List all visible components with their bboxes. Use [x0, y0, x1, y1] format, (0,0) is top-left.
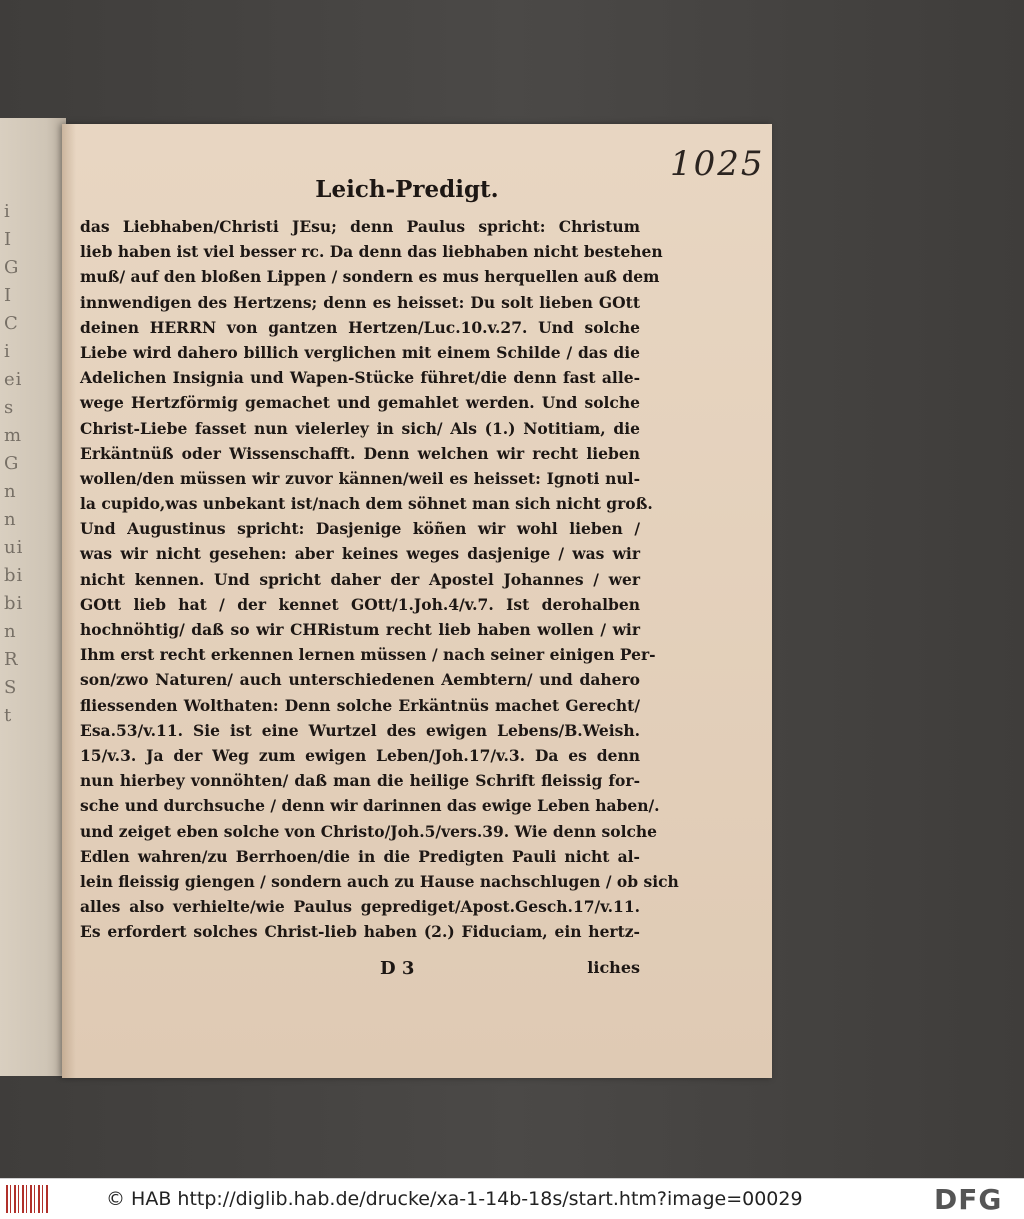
- text-line: Und Augustinus spricht: Dasjenige köñen wir wohl lieben /: [80, 519, 640, 539]
- catchword: liches: [587, 958, 640, 977]
- text-line: und zeiget eben solche von Christo/Joh.5/vers.39. Wie denn solche: [80, 821, 658, 841]
- text-line: la cupido,was unbekant ist/nach dem söhnet man sich nicht groß.: [80, 494, 653, 514]
- text-line: nun hierbey vonnöhten/ daß man die heilige Schrift fleissig for-: [80, 771, 640, 791]
- text-line: Erkäntnüß oder Wissenschafft. Denn welchen wir recht lieben: [80, 443, 640, 463]
- text-line: Christ-Liebe fasset nun vielerley in sich/ Als (1.) Notitiam, die: [80, 418, 640, 438]
- text-line: das Liebhaben/Christi JEsu; denn Paulus spricht: Christum: [80, 217, 640, 236]
- text-line: innwendigen des Hertzens; denn es heisset: Du solt lieben GOtt: [80, 292, 640, 312]
- text-line: 15/v.3. Ja der Weg zum ewigen Leben/Joh.17/v.3. Da es denn: [80, 745, 640, 765]
- dfg-logo: DFG: [934, 1183, 1003, 1216]
- previous-page-edge-text: i I G I C i ei s m G n n ui bi bi n R S t: [4, 201, 24, 726]
- text-line: fliessenden Wolthaten: Denn solche Erkäntnüs machet Gerecht/: [80, 695, 640, 715]
- text-line: wollen/den müssen wir zuvor kännen/weil es heisset: Ignoti nul-: [80, 468, 640, 488]
- copyright-link[interactable]: © HAB http://diglib.hab.de/drucke/xa-1-14b-18s/start.htm?image=00029: [106, 1188, 803, 1210]
- text-line: son/zwo Naturen/ auch unterschiedenen Aembtern/ und dahero: [80, 670, 640, 690]
- folio-number: 1025: [670, 144, 765, 184]
- text-line: Liebe wird dahero billich verglichen mit einem Schilde / das die: [80, 342, 640, 362]
- page-footer: [80, 958, 640, 986]
- text-line: Adelichen Insignia und Wapen-Stücke führet/die denn fast alle-: [80, 368, 640, 388]
- text-line: muß/ auf den bloßen Lippen / sondern es mus herquellen auß dem: [80, 267, 660, 287]
- text-line: alles also verhielte/wie Paulus geprediget/Apost.Gesch.17/v.11.: [80, 897, 640, 917]
- running-head: Leich-Predigt.: [315, 176, 499, 203]
- text-line: was wir nicht gesehen: aber keines weges dasjenige / was wir: [80, 544, 640, 564]
- previous-page-edge: [0, 118, 66, 1076]
- text-line: GOtt lieb hat / der kennet GOtt/1.Joh.4/v.7. Ist derohalben: [80, 594, 640, 614]
- text-line: wege Hertzförmig gemachet und gemahlet werden. Und solche: [80, 393, 640, 413]
- text-line: sche und durchsuche / denn wir darinnen das ewige Leben haben/.: [80, 796, 660, 816]
- text-line: hochnöhtig/ daß so wir CHRistum recht lieb haben wollen / wir: [80, 620, 640, 639]
- body-text: [80, 214, 679, 944]
- text-line: lieb haben ist viel besser rc. Da denn das liebhaben nicht bestehen: [80, 242, 663, 262]
- text-line: nicht kennen. Und spricht daher der Apostel Johannes / wer: [80, 569, 640, 589]
- text-line: deinen HERRN von gantzen Hertzen/Luc.10.v.27. Und solche: [80, 317, 640, 337]
- barcode-icon: [6, 1185, 48, 1213]
- text-line: Esa.53/v.11. Sie ist eine Wurtzel des ewigen Lebens/B.Weish.: [80, 720, 640, 740]
- text-line: Es erfordert solches Christ-lieb haben (2.) Fiduciam, ein hertz-: [80, 922, 640, 942]
- text-line: Ihm erst recht erkennen lernen müssen / nach seiner einigen Per-: [80, 645, 656, 665]
- scanned-page: [62, 124, 772, 1078]
- copyright-bar: [0, 1178, 1024, 1219]
- text-line: Edlen wahren/zu Berrhoen/die in die Predigten Pauli nicht al-: [80, 846, 640, 866]
- signature-mark: D 3: [380, 958, 415, 979]
- text-line: lein fleissig giengen / sondern auch zu Hause nachschlugen / ob sich: [80, 871, 679, 891]
